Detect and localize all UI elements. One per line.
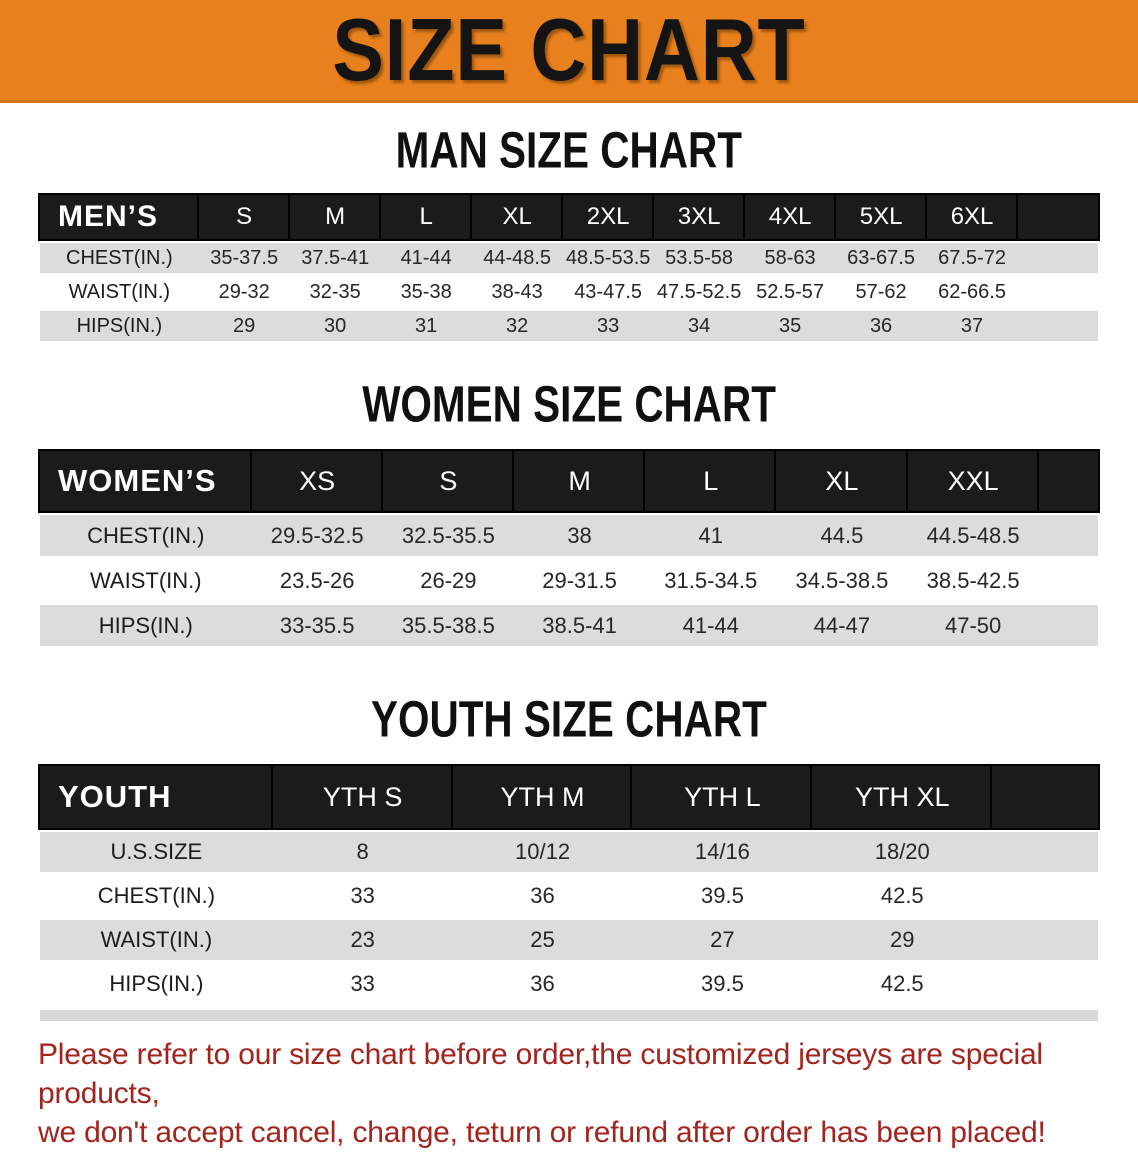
- row-label: HIPS(IN.): [40, 964, 273, 1004]
- cell-filler: [1018, 277, 1098, 307]
- cell: 38.5-42.5: [908, 560, 1039, 601]
- cell: 35: [745, 311, 836, 341]
- women-table: [40, 447, 1098, 650]
- cell: 38.5-41: [514, 605, 645, 646]
- youth-waist-row: [40, 920, 1098, 960]
- men-col-s: S: [199, 195, 290, 239]
- cell: 14/16: [632, 832, 812, 872]
- cell: 67.5-72: [927, 243, 1018, 273]
- cell: 42.5: [812, 964, 992, 1004]
- cell-filler: [1039, 560, 1098, 601]
- cell: 33: [273, 876, 453, 916]
- size-chart-banner: [0, 0, 1138, 103]
- men-col-5xl: 5XL: [836, 195, 927, 239]
- men-col-3xl: 3XL: [654, 195, 745, 239]
- youth-col-m: YTH M: [453, 766, 633, 828]
- cell: 31.5-34.5: [645, 560, 776, 601]
- cell: 39.5: [632, 876, 812, 916]
- cell: 10/12: [453, 832, 633, 872]
- cell: 36: [453, 876, 633, 916]
- disclaimer-line-1: Please refer to our size chart before order,the customized jerseys are special products,: [38, 1038, 1043, 1110]
- cell: 29-32: [199, 277, 290, 307]
- cell: 36: [453, 964, 633, 1004]
- cell: 25: [453, 920, 633, 960]
- row-label: WAIST(IN.): [40, 920, 273, 960]
- row-label: HIPS(IN.): [40, 605, 252, 646]
- cell: 57-62: [836, 277, 927, 307]
- cell: 29.5-32.5: [252, 515, 383, 556]
- cell-filler: [992, 964, 1098, 1004]
- cell: 26-29: [383, 560, 514, 601]
- cell: 36: [836, 311, 927, 341]
- cell: 53.5-58: [654, 243, 745, 273]
- men-col-2xl: 2XL: [563, 195, 654, 239]
- banner-title: SIZE CHART: [332, 0, 806, 99]
- cell: 47.5-52.5: [654, 277, 745, 307]
- cell: 29: [199, 311, 290, 341]
- cell: 44-47: [776, 605, 907, 646]
- youth-table: [40, 762, 1098, 1008]
- cell-filler: [1039, 605, 1098, 646]
- men-col-4xl: 4XL: [745, 195, 836, 239]
- cell: 34.5-38.5: [776, 560, 907, 601]
- row-label: CHEST(IN.): [40, 515, 252, 556]
- youth-size-table: [40, 762, 1098, 1021]
- cell: 34: [654, 311, 745, 341]
- cell: 41-44: [381, 243, 472, 273]
- cell: 42.5: [812, 876, 992, 916]
- women-header-filler: [1039, 451, 1098, 511]
- youth-corner-label: YOUTH: [40, 766, 273, 828]
- row-label: U.S.SIZE: [40, 832, 273, 872]
- row-label: CHEST(IN.): [40, 243, 199, 273]
- women-col-xl: XL: [776, 451, 907, 511]
- women-size-table: [40, 447, 1098, 650]
- cell: 23.5-26: [252, 560, 383, 601]
- cell: 52.5-57: [745, 277, 836, 307]
- men-section-heading: [0, 121, 1138, 179]
- cell: 38-43: [472, 277, 563, 307]
- cell: 48.5-53.5: [563, 243, 654, 273]
- cell: 33: [563, 311, 654, 341]
- cell: 35.5-38.5: [383, 605, 514, 646]
- women-col-m: M: [514, 451, 645, 511]
- cell: 23: [273, 920, 453, 960]
- youth-section-heading: [0, 690, 1138, 748]
- men-waist-row: [40, 277, 1098, 307]
- cell: 33: [273, 964, 453, 1004]
- youth-col-s: YTH S: [273, 766, 453, 828]
- cell-filler: [992, 920, 1098, 960]
- cell: 62-66.5: [927, 277, 1018, 307]
- row-label: HIPS(IN.): [40, 311, 199, 341]
- men-header-row: [40, 195, 1098, 239]
- women-col-s: S: [383, 451, 514, 511]
- cell: 44.5: [776, 515, 907, 556]
- men-chest-row: [40, 243, 1098, 273]
- women-hips-row: [40, 605, 1098, 646]
- women-col-xs: XS: [252, 451, 383, 511]
- cell: 38: [514, 515, 645, 556]
- cell: 41-44: [645, 605, 776, 646]
- men-section-title: MAN SIZE CHART: [395, 121, 743, 179]
- cell: 18/20: [812, 832, 992, 872]
- cell: 33-35.5: [252, 605, 383, 646]
- cell: 58-63: [745, 243, 836, 273]
- women-waist-row: [40, 560, 1098, 601]
- cell-filler: [1039, 515, 1098, 556]
- men-table: [40, 191, 1098, 345]
- youth-header-filler: [992, 766, 1098, 828]
- cell: 43-47.5: [563, 277, 654, 307]
- men-size-table: [40, 191, 1098, 345]
- row-label: WAIST(IN.): [40, 560, 252, 601]
- cell: 44.5-48.5: [908, 515, 1039, 556]
- cell: 35-38: [381, 277, 472, 307]
- cell-filler: [992, 832, 1098, 872]
- cell-filler: [1018, 311, 1098, 341]
- youth-hips-row: [40, 964, 1098, 1004]
- youth-col-l: YTH L: [632, 766, 812, 828]
- row-label: CHEST(IN.): [40, 876, 273, 916]
- cell: 31: [381, 311, 472, 341]
- cell: 41: [645, 515, 776, 556]
- youth-section-title: YOUTH SIZE CHART: [371, 690, 767, 748]
- cell: 30: [290, 311, 381, 341]
- cell: 32: [472, 311, 563, 341]
- women-section-title: WOMEN SIZE CHART: [362, 375, 776, 433]
- cell: 35-37.5: [199, 243, 290, 273]
- cell: 47-50: [908, 605, 1039, 646]
- women-col-l: L: [645, 451, 776, 511]
- men-col-l: L: [381, 195, 472, 239]
- men-col-6xl: 6XL: [927, 195, 1018, 239]
- disclaimer-line-2: we don't accept cancel, change, teturn or refund after order has been placed!: [38, 1116, 1046, 1149]
- row-label: WAIST(IN.): [40, 277, 199, 307]
- cell-filler: [1018, 243, 1098, 273]
- women-corner-label: WOMEN’S: [40, 451, 252, 511]
- cell: 29: [812, 920, 992, 960]
- men-col-m: M: [290, 195, 381, 239]
- cell: 27: [632, 920, 812, 960]
- men-corner-label: MEN’S: [40, 195, 199, 239]
- youth-col-xl: YTH XL: [812, 766, 992, 828]
- cell: 44-48.5: [472, 243, 563, 273]
- cell: 39.5: [632, 964, 812, 1004]
- cell: 32-35: [290, 277, 381, 307]
- women-section-heading: [0, 375, 1138, 433]
- cell: 8: [273, 832, 453, 872]
- cell: 37: [927, 311, 1018, 341]
- men-header-filler: [1018, 195, 1098, 239]
- men-hips-row: [40, 311, 1098, 341]
- youth-header-row: [40, 766, 1098, 828]
- youth-ussize-row: [40, 832, 1098, 872]
- cell: 29-31.5: [514, 560, 645, 601]
- cell: 37.5-41: [290, 243, 381, 273]
- table-bottom-strip: [40, 1010, 1098, 1021]
- women-chest-row: [40, 515, 1098, 556]
- youth-chest-row: [40, 876, 1098, 916]
- cell-filler: [992, 876, 1098, 916]
- disclaimer-text: [38, 1035, 1100, 1152]
- cell: 32.5-35.5: [383, 515, 514, 556]
- women-col-xxl: XXL: [908, 451, 1039, 511]
- men-col-xl: XL: [472, 195, 563, 239]
- cell: 63-67.5: [836, 243, 927, 273]
- women-header-row: [40, 451, 1098, 511]
